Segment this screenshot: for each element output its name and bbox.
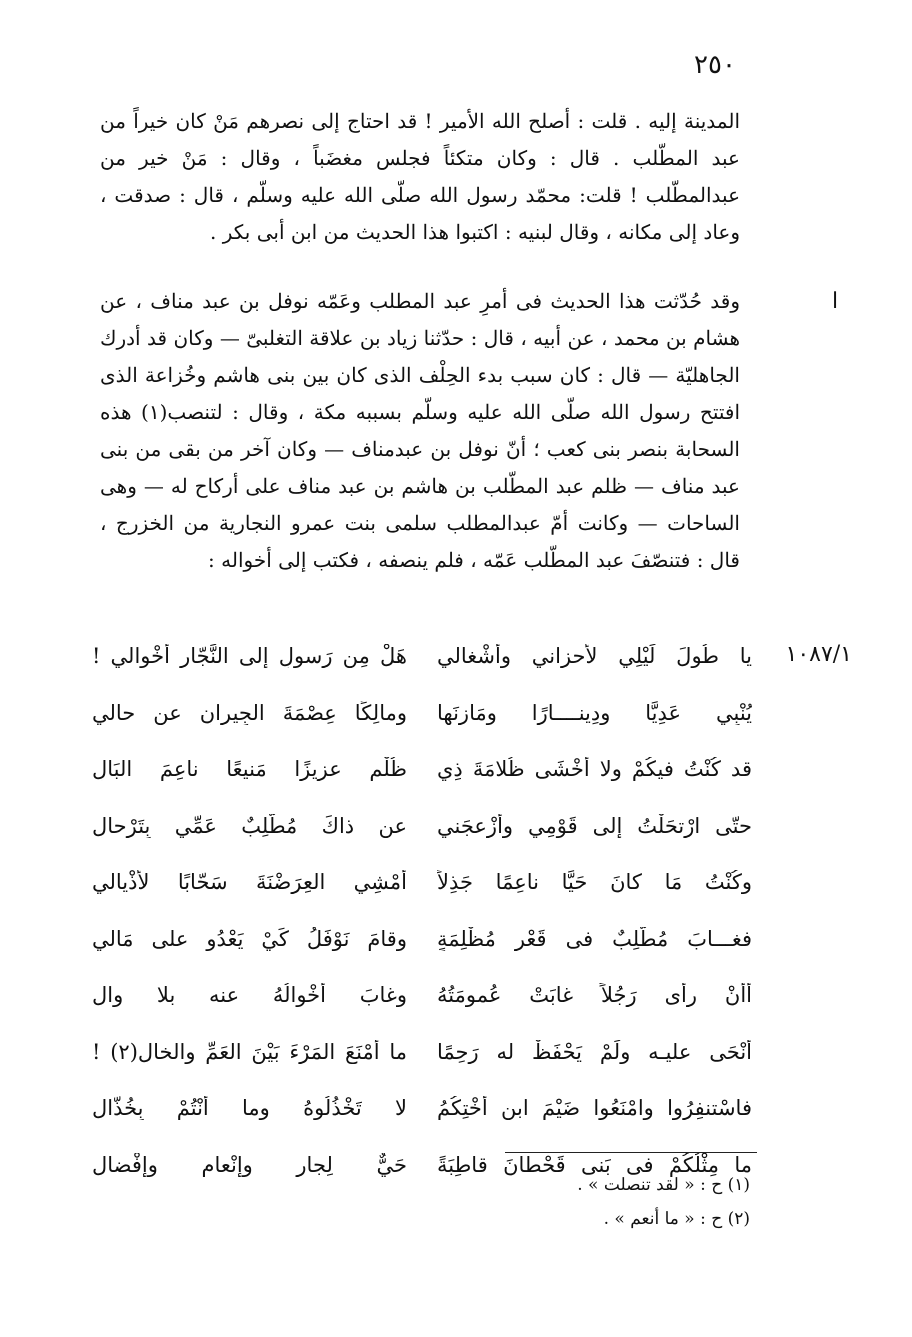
verse-first-hemistich: فاسْتنفِرُوا وامْنَعُوا ضَيْمَ ابنِ أخْتِكُمُ [437,1096,752,1121]
verse-second-hemistich: ظُلْمٍ عزيزًا مَنيعًا ناعِمَ البَالِ [92,757,407,782]
verse [92,967,752,1024]
verse-first-hemistich: قد كُنْتُ فيكُمْ ولا أخْشَى ظُلامَةَ ذِي [437,757,752,782]
paragraph-text: المدينة إليه . قلت : أصلح الله الأمير ! قد احتاج إلى نصرهم مَنْ كان خيراً من عبد المطّلب . قال : وكان متكئاً فجلس مغضَباً ، وقال : مَنْ خير من عبدالمطّلب ! قلت: محمّد رسول الله صلّى الله عليه وسلّم ، قال : صدقت ، وعاد إلى مكانه ، وقال لبنيه : اكتبوا هذا الحديث من ابن أبى بكر . [100,109,740,244]
paragraph-text: وقد حُدّثت هذا الحديث فى أمرِ عبد المطلب وعَمّه نوفل بن عبد مناف ، عن هشام بن محمد ، عن أبيه ، قال : حدّثنا زياد بن علاقة التغلبىّ — وكان قد أدرك الجاهليّة — قال : كان سبب بدء الحِلْف الذى كان بين بنى هاشم وخُزاعة الذى افتتح رسول الله صلّى الله عليه وسلّم بسببه مكة ، وقال : لتنصب(١) هذه السحابة بنصر بنى كعب ؛ أنّ نوفل بن عبدمناف — وكان آخر من بقى من بنى عبد مناف — ظلم عبد المطّلب بن هاشم بن عبد مناف على أركاح له — وهى الساحات — وكانت أمّ عبدالمطلب سلمى بنت عمرو النجارية من الخزرج ، قال : فتنصّفَ عبد المطّلب عَمّه ، فلم ينصفه ، فكتب إلى أخواله : [100,289,741,572]
paragraph-marker: ا [831,289,839,314]
footnote: (٢) ح : « ما أنعم » . [603,1209,750,1229]
verse [92,911,752,968]
verse-first-hemistich: حتّى ارْتحَلْتُ إلى قَوْمِي وأزْعجَني [437,813,752,838]
poem [92,628,752,1193]
verse-second-hemistich: ما أمْنَعَ المَرْءَ بَيْنَ العَمِّ والخالِ(٢) ! [92,1039,407,1064]
verse-second-hemistich: عن ذاكَ مُطّلِبٌ عَمِّي بِتَرْحالِ [92,813,407,838]
verse-first-hemistich: وكُنْتُ مَا كانَ حَيًّا ناعِمًا جَذِلاً [437,870,752,895]
verse-second-hemistich: لا تَخْذُلُوهُ وما أنْتُمْ بِخُذّالِ [92,1096,407,1121]
page-number: ٢٥٠ [694,50,736,80]
verse [92,798,752,855]
footnotes [300,1168,750,1236]
verse-second-hemistich: حَيٌّ لِجارٍ وإنْعامٍ وإفْضالِ [92,1152,407,1177]
verse-first-hemistich: ما مِثْلُكُمْ فى بَنى قَحْطانَ قاطِبَةً [437,1152,752,1177]
verse-first-hemistich: فغـــابَ مُطّلِبٌ فى قَعْرِ مُظْلِمَةٍ [437,926,752,951]
footnote-divider [505,1152,757,1153]
verse-second-hemistich: أمْشِي العِرَضْنَةَ سَحّابًا لأذْيالي [92,870,407,895]
verse [92,741,752,798]
paragraph-continuation [100,103,740,251]
verse-second-hemistich: ومالِكًا عِصْمَةَ الجِيرانِ عن حالي [92,700,407,725]
verse [92,1080,752,1137]
verse-second-hemistich: وغابَ أخْوالُهُ عنه بلا والِ [92,983,407,1008]
verse [92,854,752,911]
footnote: (١) ح : « لقد تنصلت » . [577,1175,750,1195]
paragraph-hadith [100,283,740,579]
verse-first-hemistich: أنْحَى عليـه ولَمْ يَحْفَظْ له رَحِمًا [437,1039,752,1064]
verse-first-hemistich: يُنْبِي عَدِيًّا ودِينــــارًا ومَازِنَها [437,700,752,725]
verse-second-hemistich: هَلْ مِن رَسولٍ إلى النَّجّارِ أخْوالي ! [92,644,407,669]
verse [92,1024,752,1081]
verse-first-hemistich: يا طُولَ لَيْلِي لأحزاني وأشْغالي [437,644,752,669]
verse-second-hemistich: وقامَ نَوْفَلُ كَيْ يَعْدُو على مَالي [92,926,407,951]
poem-number: ١٠٨٧/١ [785,642,852,667]
verse-first-hemistich: أأنْ رأى رَجُلاً غابَتْ عُمومَتُهُ [437,983,752,1008]
verse [92,685,752,742]
verse [92,628,752,685]
